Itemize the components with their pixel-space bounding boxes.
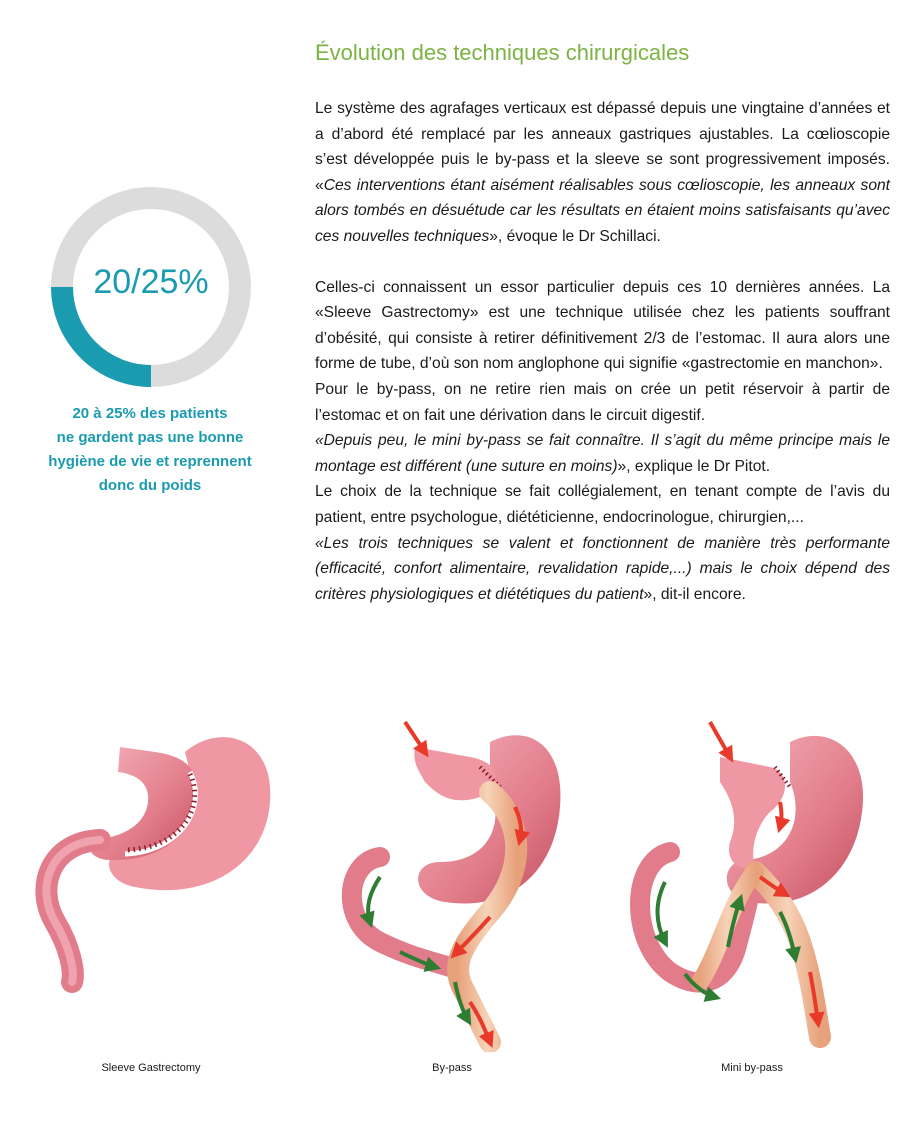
illustration-caption: By-pass bbox=[432, 1062, 472, 1074]
article-body bbox=[315, 96, 890, 607]
quote-text: «Depuis peu, le mini by-pass se fait connaître. Il s’agit du même principe mais le montage est différent (une suture en moins) bbox=[315, 432, 890, 475]
body-text: Celles-ci connaissent un essor particulier depuis ces 10 dernières années. La «Sleeve Gastrectomy» est une technique utilisée chez les patients souffrant d’obésité, qui consiste à retirer définitivement 2/3 de l’estomac. Il aura alors une forme de tube, d’où son nom anglophone qui signifie «gastrectomie en manchon». bbox=[315, 278, 890, 373]
sleeve-gastrectomy-illustration bbox=[30, 712, 290, 1002]
paragraph bbox=[315, 275, 890, 377]
paragraph bbox=[315, 96, 890, 250]
body-text: Pour le by-pass, on ne retire rien mais on crée un petit réservoir à partir de l’estomac et on fait une dérivation dans le circuit digestif. bbox=[315, 380, 890, 424]
mini-bypass-illustration bbox=[630, 712, 880, 1052]
body-text: », évoque le Dr Schillaci. bbox=[489, 227, 661, 245]
paragraph bbox=[315, 377, 890, 428]
bypass-illustration bbox=[340, 712, 570, 1052]
stat-caption-line: donc du poids bbox=[98, 477, 202, 494]
stat-caption-line: ne gardent pas une bonne bbox=[56, 429, 244, 446]
paragraph bbox=[315, 428, 890, 479]
quote-text: Ces interventions étant aisément réalisables sous cœlioscopie, les anneaux sont alors tombés en désuétude car les résultats en étaient moins satisfaisants qu’avec ces nouvelles techniques bbox=[315, 176, 890, 245]
stat-value: 20/25% bbox=[93, 263, 209, 301]
body-text: », explique le Dr Pitot. bbox=[617, 457, 771, 475]
body-text: », dit-il encore. bbox=[643, 585, 746, 603]
illustration-caption: Sleeve Gastrectomy bbox=[101, 1062, 201, 1074]
paragraph bbox=[315, 531, 890, 608]
body-text: Le choix de la technique se fait collégialement, en tenant compte de l’avis du patient, entre psychologue, diététicienne, endocrinologue, chirurgien,... bbox=[315, 483, 890, 526]
paragraph bbox=[315, 479, 890, 530]
body-text: Le système des agrafages verticaux est dépassé depuis une vingtaine d’années et a d’abord été remplacé par les anneaux gastriques ajustables. La cœlioscopie s’est développée puis le by-pass et la sleeve se sont progressivement imposés. « bbox=[315, 100, 890, 194]
stat-caption-line: 20 à 25% des patients bbox=[72, 405, 228, 422]
illustration-caption: Mini by-pass bbox=[721, 1062, 783, 1074]
stat-caption-line: hygiène de vie et reprennent bbox=[48, 453, 252, 470]
quote-text: «Les trois techniques se valent et fonctionnent de manière très performante (efficacité, confort alimentaire, revalidation rapide,...) mais le choix dépend des critères physiologiques et diététiques du patient bbox=[315, 534, 890, 603]
stat-caption bbox=[30, 402, 270, 498]
page-title: Évolution des techniques chirurgicales bbox=[315, 40, 690, 65]
